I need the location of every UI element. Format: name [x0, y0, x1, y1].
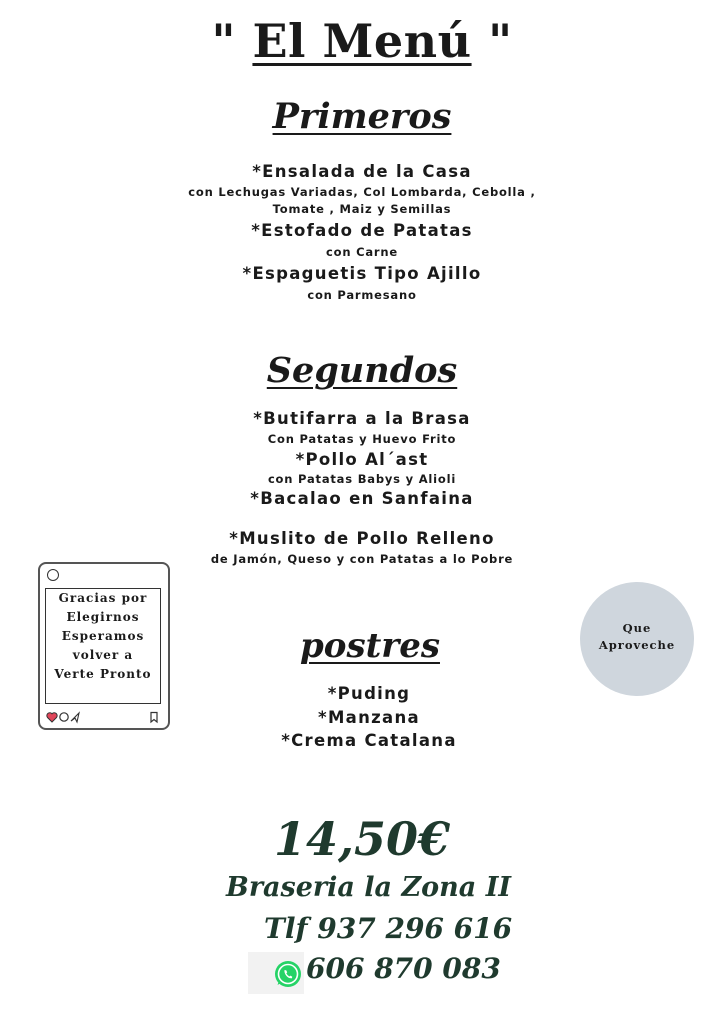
- thanks-line: Esperamos: [61, 629, 145, 643]
- menu-price: 14,50€: [273, 812, 451, 866]
- dish-description: con Parmesano: [307, 288, 417, 302]
- dessert-name: *Crema Catalana: [281, 731, 457, 750]
- restaurant-name: Braseria la Zona II: [226, 872, 511, 903]
- whatsapp-number: 606 870 083: [306, 952, 501, 985]
- dish-description: Tomate , Maiz y Semillas: [272, 202, 452, 216]
- thanks-line: volver a: [72, 648, 134, 662]
- dish-name: *Ensalada de la Casa: [252, 162, 472, 181]
- thanks-line: Elegirnos: [66, 610, 140, 624]
- postres-heading: postres: [300, 626, 440, 666]
- menu-title: [0, 14, 724, 68]
- dish-description: Con Patatas y Huevo Frito: [267, 432, 457, 446]
- dessert-name: *Manzana: [318, 708, 420, 727]
- thanks-line: Gracias por: [58, 591, 148, 605]
- dish-name: *Butifarra a la Brasa: [253, 409, 471, 428]
- dish-name: *Bacalao en Sanfaina: [250, 489, 474, 508]
- thanks-line: Verte Pronto: [54, 667, 152, 681]
- dish-description: con Lechugas Variadas, Col Lombarda, Cebolla ,: [188, 185, 536, 199]
- phone-number: Tlf 937 296 616: [264, 912, 513, 945]
- dish-name: *Estofado de Patatas: [251, 221, 473, 240]
- title-open-quote: ": [211, 14, 236, 68]
- whatsapp-icon-box: [248, 952, 304, 994]
- que-aproveche-badge: [580, 582, 694, 696]
- dish-name: *Pollo Al´ast: [295, 450, 429, 469]
- dish-name: *Muslito de Pollo Relleno: [229, 529, 495, 548]
- profile-icon: [47, 569, 59, 581]
- dessert-name: *Puding: [327, 684, 411, 703]
- segundos-heading: Segundos: [266, 350, 458, 391]
- badge-line: Que: [622, 621, 652, 635]
- title-word: El Menú: [252, 14, 472, 68]
- thanks-card: [38, 562, 170, 730]
- dish-description: con Patatas Babys y Alioli: [267, 472, 457, 486]
- dish-name: *Espaguetis Tipo Ajillo: [242, 264, 482, 283]
- title-close-quote: ": [488, 14, 513, 68]
- dish-description: de Jamón, Queso y con Patatas a lo Pobre: [210, 552, 514, 566]
- primeros-heading: Primeros: [272, 96, 452, 137]
- whatsapp-icon: [248, 952, 304, 994]
- dish-description: con Carne: [326, 245, 398, 259]
- badge-line: Aproveche: [598, 638, 676, 652]
